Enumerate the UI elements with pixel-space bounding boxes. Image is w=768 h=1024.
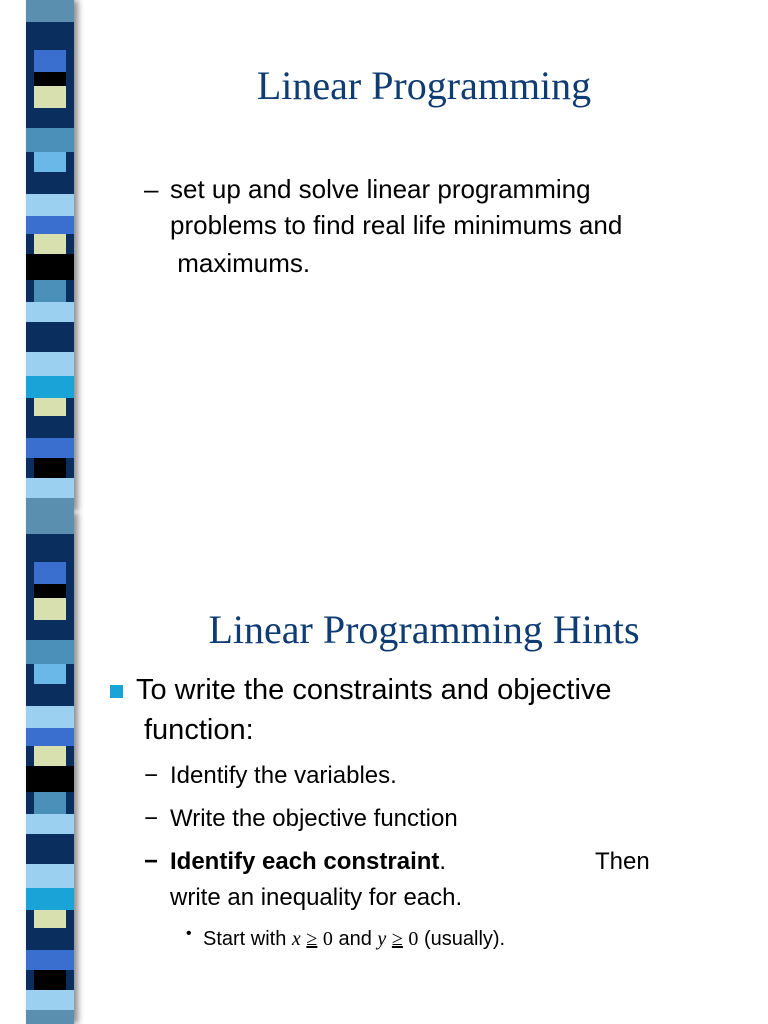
strip-block [34,152,66,172]
strip-block [34,910,66,928]
ge-symbol: ≥ [391,928,403,950]
strip-block [26,1010,74,1024]
strip-block [26,990,74,1010]
square-bullet-icon [110,685,123,698]
dash-bullet: − [144,805,159,832]
strip-block [26,706,74,728]
strip-block [26,766,74,792]
sub-bullet-3-line-2: write an inequality for each. [170,884,463,911]
body-line-2: problems to find real life minimums and [170,210,623,240]
strip-block [34,280,66,302]
strip-block [34,398,66,416]
zero: 0 [322,928,333,950]
decorative-strip [26,0,74,512]
slide-2 [0,512,768,1024]
strip-block [34,562,66,584]
strip-block [26,128,74,152]
strip-block [26,194,74,216]
strip-block [26,640,74,664]
var-x: x [291,928,301,950]
strip-block [34,72,66,86]
strip-block [26,834,74,864]
var-y: y [377,928,387,950]
strip-block [26,376,74,398]
sub-bullet-3 [170,848,446,876]
strip-block [26,498,74,512]
usually: (usually). [423,928,506,950]
strip-block [34,664,66,684]
dash-bullet: – [144,174,159,204]
dot-bullet: • [186,925,192,942]
strip-block [26,728,74,746]
strip-block [26,416,74,438]
strip-block [34,86,66,108]
ge-symbol: ≥ [306,928,318,950]
strip-block [26,254,74,280]
strip-block [34,458,66,478]
main-bullet-line-1: To write the constraints and objective [136,674,612,706]
strip-block [26,684,74,706]
strip-block [26,864,74,888]
strip-block [26,478,74,498]
strip-block [26,620,74,640]
strip-block [26,534,74,562]
strip-block [26,0,74,22]
strip-block [26,888,74,910]
and-word: and [338,928,372,950]
zero: 0 [408,928,419,950]
strip-block [26,352,74,376]
strip-block [34,234,66,254]
strip-block [26,216,74,234]
decorative-strip [26,512,74,1024]
then-word: Then [595,848,650,875]
strip-block [26,814,74,834]
slide-title: Linear Programming [256,63,592,108]
strip-block [26,172,74,194]
dash-bullet: − [144,848,159,875]
sub-sub-bullet [203,928,505,951]
strip-block [34,598,66,620]
strip-block [34,584,66,598]
strip-block [34,746,66,766]
sub-bullet-2: Write the objective function [170,805,458,832]
strip-block [34,792,66,814]
strip-block [26,928,74,950]
strip-block [26,322,74,352]
strip-block [26,438,74,458]
strip-block [26,512,74,534]
slide-title: Linear Programming Hints [208,607,640,652]
strip-block [34,50,66,72]
constraint-bold: Identify each constraint [170,848,440,875]
period: . [439,848,447,875]
strip-block [26,302,74,322]
body-line-3: maximums. [170,248,311,278]
start-with: Start with [203,928,287,950]
strip-block [26,22,74,50]
body-line-1: set up and solve linear programming [170,174,591,204]
sub-bullet-1: Identify the variables. [170,762,397,789]
dash-bullet: − [144,762,159,789]
strip-block [26,108,74,128]
main-bullet-line-2: function: [144,714,254,746]
strip-block [26,950,74,970]
strip-block [34,970,66,990]
